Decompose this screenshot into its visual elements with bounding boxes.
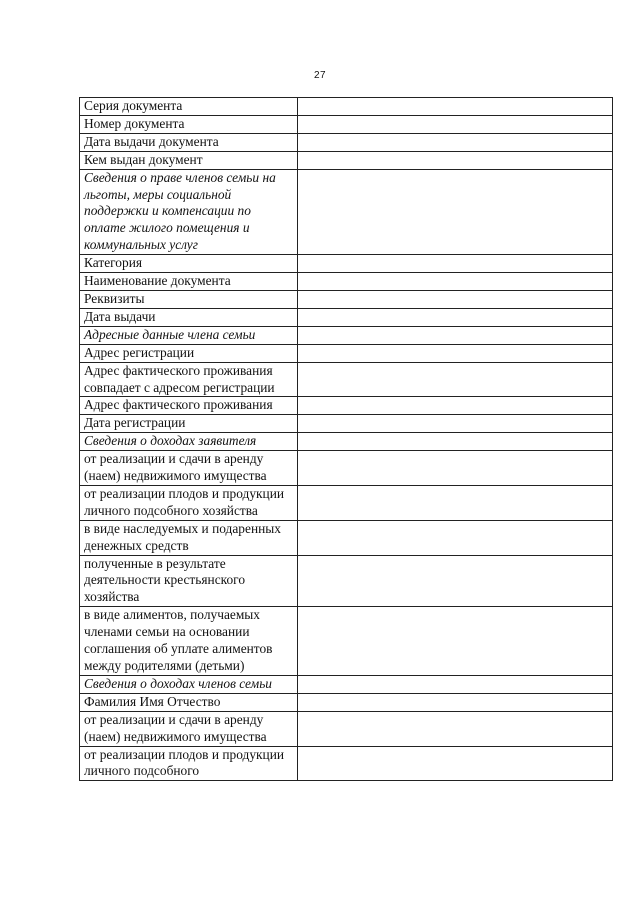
- form-table: [79, 97, 613, 781]
- field-value-cell[interactable]: [298, 397, 613, 415]
- field-value-cell[interactable]: [298, 362, 613, 397]
- field-label-cell: [80, 255, 298, 273]
- field-value-cell[interactable]: [298, 115, 613, 133]
- field-value-cell[interactable]: [298, 273, 613, 291]
- table-row: [80, 308, 613, 326]
- field-label-cell: [80, 555, 298, 607]
- field-label-cell: [80, 290, 298, 308]
- field-value-cell[interactable]: [298, 133, 613, 151]
- table-row: [80, 433, 613, 451]
- field-label: Адрес регистрации: [84, 344, 195, 360]
- field-label: Кем выдан документ: [84, 151, 203, 167]
- field-label: Адрес фактического проживания совпадает с адресом регистрации: [84, 362, 275, 395]
- section-heading: Адресные данные члена семьи: [84, 326, 256, 342]
- field-value-cell[interactable]: [298, 290, 613, 308]
- field-label: от реализации и сдачи в аренду (наем) недвижимого имущества: [84, 711, 267, 744]
- field-label: Дата регистрации: [84, 415, 186, 431]
- field-label-cell: [80, 115, 298, 133]
- field-label-cell: [80, 415, 298, 433]
- table-row: [80, 451, 613, 486]
- table-row: [80, 290, 613, 308]
- table-row: [80, 169, 613, 255]
- table-row: [80, 607, 613, 676]
- field-value-cell[interactable]: [298, 555, 613, 607]
- table-row: [80, 520, 613, 555]
- field-label: в виде алиментов, получаемых членами семьи на основании соглашения об уплате алиментов между родителями (детьми): [84, 607, 273, 673]
- field-label-cell: [80, 344, 298, 362]
- section-heading: Сведения о доходах заявителя: [84, 433, 257, 449]
- section-heading-cell: [80, 169, 298, 255]
- page-number: 27: [313, 70, 327, 81]
- field-value-cell[interactable]: [298, 485, 613, 520]
- field-value-cell[interactable]: [298, 326, 613, 344]
- field-label: Категория: [84, 255, 143, 271]
- field-label: от реализации плодов и продукции личного подсобного хозяйства: [84, 485, 285, 518]
- form-table-body: [80, 98, 613, 781]
- field-label-cell: [80, 273, 298, 291]
- field-value-cell[interactable]: [298, 520, 613, 555]
- field-value-cell[interactable]: [298, 711, 613, 746]
- field-label-cell: [80, 451, 298, 486]
- field-value-cell[interactable]: [298, 433, 613, 451]
- table-row: [80, 485, 613, 520]
- field-value-cell[interactable]: [298, 675, 613, 693]
- field-label-cell: [80, 607, 298, 676]
- table-row: [80, 115, 613, 133]
- field-value-cell[interactable]: [298, 151, 613, 169]
- field-label: Дата выдачи документа: [84, 133, 219, 149]
- table-row: [80, 693, 613, 711]
- field-value-cell[interactable]: [298, 255, 613, 273]
- field-label: Дата выдачи: [84, 308, 156, 324]
- section-heading-cell: [80, 433, 298, 451]
- field-label: Адрес фактического проживания: [84, 397, 273, 413]
- table-row: [80, 415, 613, 433]
- field-label-cell: [80, 746, 298, 781]
- field-label-cell: [80, 693, 298, 711]
- table-row: [80, 675, 613, 693]
- field-label: Наименование документа: [84, 273, 231, 289]
- table-row: [80, 362, 613, 397]
- field-label-cell: [80, 362, 298, 397]
- field-label-cell: [80, 133, 298, 151]
- table-row: [80, 746, 613, 781]
- table-row: [80, 151, 613, 169]
- table-row: [80, 273, 613, 291]
- field-label-cell: [80, 711, 298, 746]
- field-value-cell[interactable]: [298, 746, 613, 781]
- table-row: [80, 326, 613, 344]
- field-value-cell[interactable]: [298, 415, 613, 433]
- table-row: [80, 133, 613, 151]
- field-value-cell[interactable]: [298, 607, 613, 676]
- table-row: [80, 344, 613, 362]
- field-value-cell[interactable]: [298, 451, 613, 486]
- field-label: в виде наследуемых и подаренных денежных средств: [84, 520, 281, 553]
- field-value-cell[interactable]: [298, 344, 613, 362]
- field-label: Фамилия Имя Отчество: [84, 693, 221, 709]
- field-label-cell: [80, 308, 298, 326]
- table-row: [80, 555, 613, 607]
- field-value-cell[interactable]: [298, 308, 613, 326]
- field-label: Реквизиты: [84, 290, 145, 306]
- section-heading: Сведения о доходах членов семьи: [84, 675, 272, 691]
- field-label-cell: [80, 485, 298, 520]
- field-label: от реализации плодов и продукции личного подсобного: [84, 746, 285, 779]
- field-value-cell[interactable]: [298, 98, 613, 116]
- field-label-cell: [80, 98, 298, 116]
- field-label: полученные в результате деятельности крестьянского хозяйства: [84, 555, 246, 605]
- field-value-cell[interactable]: [298, 693, 613, 711]
- table-row: [80, 711, 613, 746]
- field-label: от реализации и сдачи в аренду (наем) недвижимого имущества: [84, 451, 267, 484]
- field-label-cell: [80, 520, 298, 555]
- field-label-cell: [80, 151, 298, 169]
- field-label-cell: [80, 397, 298, 415]
- field-value-cell[interactable]: [298, 169, 613, 255]
- section-heading: Сведения о праве членов семьи на льготы, меры социальной поддержки и компенсации по оплате жилого помещения и коммунальных услуг: [84, 169, 276, 253]
- table-row: [80, 255, 613, 273]
- field-label: Серия документа: [84, 98, 183, 113]
- table-row: [80, 397, 613, 415]
- table-row: [80, 98, 613, 116]
- section-heading-cell: [80, 675, 298, 693]
- field-label: Номер документа: [84, 115, 185, 131]
- section-heading-cell: [80, 326, 298, 344]
